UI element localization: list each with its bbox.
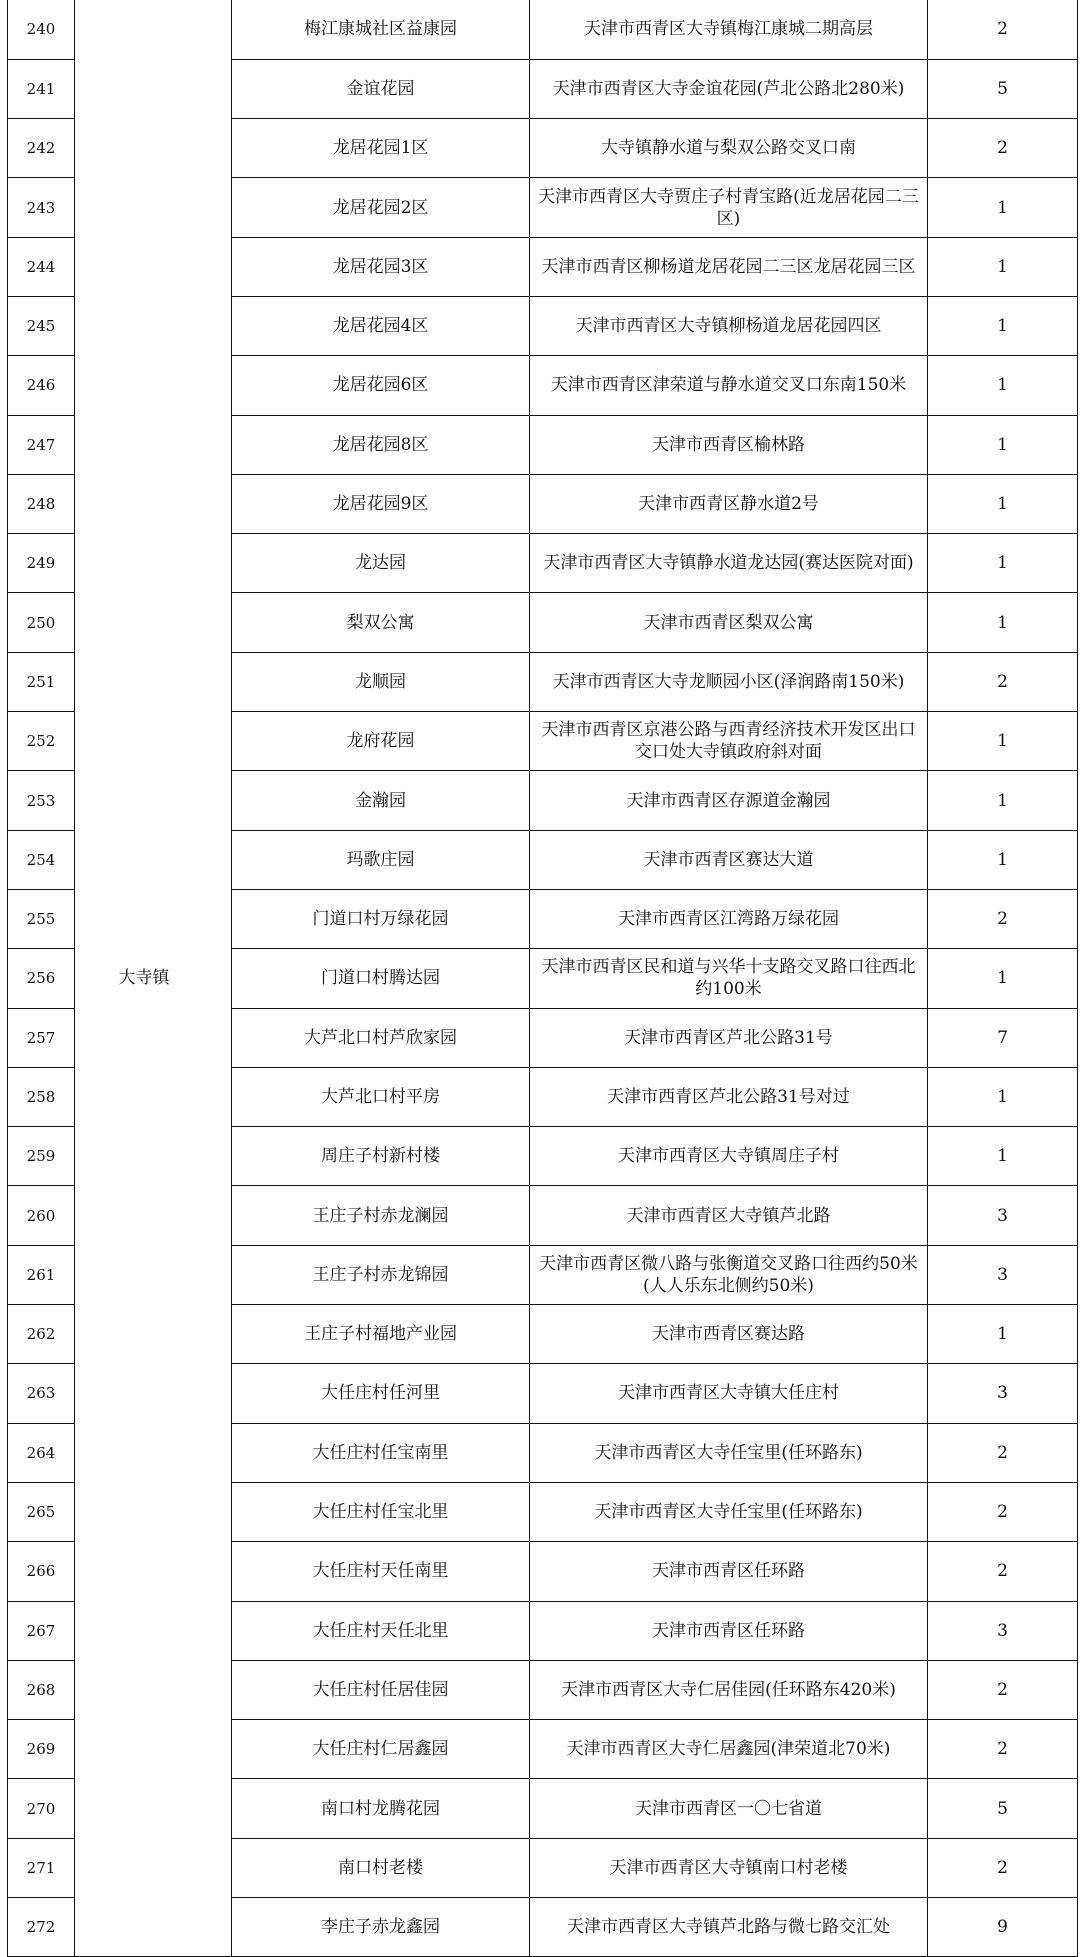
community-name-cell: 大任庄村任宝北里 — [232, 1482, 530, 1541]
count-cell: 1 — [928, 296, 1078, 355]
address-cell: 天津市西青区大寺镇大任庄村 — [530, 1364, 928, 1423]
community-name-cell: 南口村龙腾花园 — [232, 1779, 530, 1838]
address-cell: 天津市西青区大寺仁居鑫园(津荣道北70米) — [530, 1720, 928, 1779]
address-cell: 天津市西青区芦北公路31号对过 — [530, 1067, 928, 1126]
address-cell: 天津市西青区静水道2号 — [530, 474, 928, 533]
row-number-cell: 268 — [8, 1660, 75, 1719]
count-cell: 1 — [928, 1127, 1078, 1186]
address-cell: 天津市西青区大寺金谊花园(芦北公路北280米) — [530, 59, 928, 118]
address-cell: 天津市西青区大寺镇周庄子村 — [530, 1127, 928, 1186]
row-number-cell: 256 — [8, 949, 75, 1008]
community-name-cell: 龙居花园2区 — [232, 178, 530, 237]
community-name-cell: 玛歌庄园 — [232, 830, 530, 889]
count-cell: 2 — [928, 889, 1078, 948]
row-number-cell: 259 — [8, 1127, 75, 1186]
address-cell: 天津市西青区一〇七省道 — [530, 1779, 928, 1838]
address-cell: 天津市西青区大寺镇梅江康城二期高层 — [530, 0, 928, 59]
count-cell: 2 — [928, 1423, 1078, 1482]
count-cell: 1 — [928, 1305, 1078, 1364]
count-cell: 1 — [928, 178, 1078, 237]
count-cell: 1 — [928, 949, 1078, 1008]
community-name-cell: 门道口村万绿花园 — [232, 889, 530, 948]
row-number-cell: 272 — [8, 1898, 75, 1957]
count-cell: 9 — [928, 1898, 1078, 1957]
address-cell: 天津市西青区民和道与兴华十支路交叉路口往西北约100米 — [530, 949, 928, 1008]
community-name-cell: 梅江康城社区益康园 — [232, 0, 530, 59]
community-name-cell: 龙居花园6区 — [232, 356, 530, 415]
count-cell: 5 — [928, 1779, 1078, 1838]
community-name-cell: 龙居花园1区 — [232, 119, 530, 178]
address-cell: 天津市西青区京港公路与西青经济技术开发区出口交口处大寺镇政府斜对面 — [530, 712, 928, 771]
address-cell: 天津市西青区津荣道与静水道交叉口东南150米 — [530, 356, 928, 415]
address-cell: 天津市西青区大寺镇南口村老楼 — [530, 1838, 928, 1897]
town-cell: 大寺镇 — [75, 0, 232, 1957]
address-cell: 天津市西青区江湾路万绿花园 — [530, 889, 928, 948]
address-cell: 天津市西青区大寺镇芦北路 — [530, 1186, 928, 1245]
row-number-cell: 254 — [8, 830, 75, 889]
community-name-cell: 大任庄村天任北里 — [232, 1601, 530, 1660]
count-cell: 3 — [928, 1601, 1078, 1660]
count-cell: 1 — [928, 356, 1078, 415]
community-name-cell: 大芦北口村芦欣家园 — [232, 1008, 530, 1067]
row-number-cell: 262 — [8, 1305, 75, 1364]
count-cell: 1 — [928, 415, 1078, 474]
table-body — [8, 0, 1078, 1957]
community-name-cell: 龙顺园 — [232, 652, 530, 711]
row-number-cell: 263 — [8, 1364, 75, 1423]
address-cell: 天津市西青区芦北公路31号 — [530, 1008, 928, 1067]
count-cell: 1 — [928, 534, 1078, 593]
row-number-cell: 265 — [8, 1482, 75, 1541]
address-cell: 天津市西青区赛达大道 — [530, 830, 928, 889]
row-number-cell: 258 — [8, 1067, 75, 1126]
address-cell: 天津市西青区柳杨道龙居花园二三区龙居花园三区 — [530, 237, 928, 296]
row-number-cell: 257 — [8, 1008, 75, 1067]
community-name-cell: 大任庄村任居佳园 — [232, 1660, 530, 1719]
address-cell: 天津市西青区榆林路 — [530, 415, 928, 474]
address-cell: 天津市西青区大寺任宝里(任环路东) — [530, 1423, 928, 1482]
row-number-cell: 271 — [8, 1838, 75, 1897]
count-cell: 2 — [928, 1838, 1078, 1897]
row-number-cell: 267 — [8, 1601, 75, 1660]
count-cell: 3 — [928, 1364, 1078, 1423]
row-number-cell: 245 — [8, 296, 75, 355]
count-cell: 1 — [928, 771, 1078, 830]
row-number-cell: 260 — [8, 1186, 75, 1245]
row-number-cell: 247 — [8, 415, 75, 474]
count-cell: 7 — [928, 1008, 1078, 1067]
community-name-cell: 梨双公寓 — [232, 593, 530, 652]
address-cell: 天津市西青区大寺镇芦北路与微七路交汇处 — [530, 1898, 928, 1957]
row-number-cell: 252 — [8, 712, 75, 771]
count-cell: 2 — [928, 0, 1078, 59]
community-name-cell: 龙府花园 — [232, 712, 530, 771]
row-number-cell: 255 — [8, 889, 75, 948]
count-cell: 1 — [928, 830, 1078, 889]
community-name-cell: 南口村老楼 — [232, 1838, 530, 1897]
address-cell: 天津市西青区任环路 — [530, 1601, 928, 1660]
community-name-cell: 王庄子村福地产业园 — [232, 1305, 530, 1364]
community-name-cell: 李庄子赤龙鑫园 — [232, 1898, 530, 1957]
count-cell: 2 — [928, 119, 1078, 178]
address-cell: 天津市西青区大寺仁居佳园(任环路东420米) — [530, 1660, 928, 1719]
community-name-cell: 王庄子村赤龙澜园 — [232, 1186, 530, 1245]
address-cell: 大寺镇静水道与梨双公路交叉口南 — [530, 119, 928, 178]
community-name-cell: 大任庄村仁居鑫园 — [232, 1720, 530, 1779]
community-name-cell: 龙达园 — [232, 534, 530, 593]
data-table-container — [7, 0, 1077, 1954]
row-number-cell: 244 — [8, 237, 75, 296]
row-number-cell: 270 — [8, 1779, 75, 1838]
row-number-cell: 264 — [8, 1423, 75, 1482]
address-cell: 天津市西青区大寺任宝里(任环路东) — [530, 1482, 928, 1541]
address-cell: 天津市西青区大寺镇柳杨道龙居花园四区 — [530, 296, 928, 355]
row-number-cell: 241 — [8, 59, 75, 118]
row-number-cell: 246 — [8, 356, 75, 415]
community-name-cell: 龙居花园8区 — [232, 415, 530, 474]
address-cell: 天津市西青区任环路 — [530, 1542, 928, 1601]
row-number-cell: 242 — [8, 119, 75, 178]
address-cell: 天津市西青区大寺镇静水道龙达园(赛达医院对面) — [530, 534, 928, 593]
community-name-cell: 大任庄村任河里 — [232, 1364, 530, 1423]
community-name-cell: 龙居花园9区 — [232, 474, 530, 533]
count-cell: 3 — [928, 1245, 1078, 1304]
count-cell: 2 — [928, 1720, 1078, 1779]
community-table — [7, 0, 1078, 1957]
row-number-cell: 251 — [8, 652, 75, 711]
address-cell: 天津市西青区大寺贾庄子村青宝路(近龙居花园二三区) — [530, 178, 928, 237]
community-name-cell: 王庄子村赤龙锦园 — [232, 1245, 530, 1304]
count-cell: 1 — [928, 593, 1078, 652]
community-name-cell: 大任庄村任宝南里 — [232, 1423, 530, 1482]
row-number-cell: 261 — [8, 1245, 75, 1304]
count-cell: 1 — [928, 1067, 1078, 1126]
address-cell: 天津市西青区存源道金瀚园 — [530, 771, 928, 830]
count-cell: 2 — [928, 652, 1078, 711]
address-cell: 天津市西青区大寺龙顺园小区(泽润路南150米) — [530, 652, 928, 711]
row-number-cell: 250 — [8, 593, 75, 652]
row-number-cell: 269 — [8, 1720, 75, 1779]
community-name-cell: 大芦北口村平房 — [232, 1067, 530, 1126]
count-cell: 1 — [928, 712, 1078, 771]
community-name-cell: 龙居花园3区 — [232, 237, 530, 296]
count-cell: 2 — [928, 1660, 1078, 1719]
row-number-cell: 249 — [8, 534, 75, 593]
community-name-cell: 大任庄村天任南里 — [232, 1542, 530, 1601]
row-number-cell: 266 — [8, 1542, 75, 1601]
community-name-cell: 金谊花园 — [232, 59, 530, 118]
count-cell: 5 — [928, 59, 1078, 118]
row-number-cell: 240 — [8, 0, 75, 59]
address-cell: 天津市西青区赛达路 — [530, 1305, 928, 1364]
count-cell: 2 — [928, 1542, 1078, 1601]
community-name-cell: 龙居花园4区 — [232, 296, 530, 355]
row-number-cell: 253 — [8, 771, 75, 830]
count-cell: 3 — [928, 1186, 1078, 1245]
address-cell: 天津市西青区微八路与张衡道交叉路口往西约50米(人人乐东北侧约50米) — [530, 1245, 928, 1304]
table-row — [8, 0, 1078, 59]
community-name-cell: 周庄子村新村楼 — [232, 1127, 530, 1186]
community-name-cell: 门道口村腾达园 — [232, 949, 530, 1008]
count-cell: 1 — [928, 474, 1078, 533]
row-number-cell: 243 — [8, 178, 75, 237]
community-name-cell: 金瀚园 — [232, 771, 530, 830]
address-cell: 天津市西青区梨双公寓 — [530, 593, 928, 652]
count-cell: 1 — [928, 237, 1078, 296]
row-number-cell: 248 — [8, 474, 75, 533]
count-cell: 2 — [928, 1482, 1078, 1541]
